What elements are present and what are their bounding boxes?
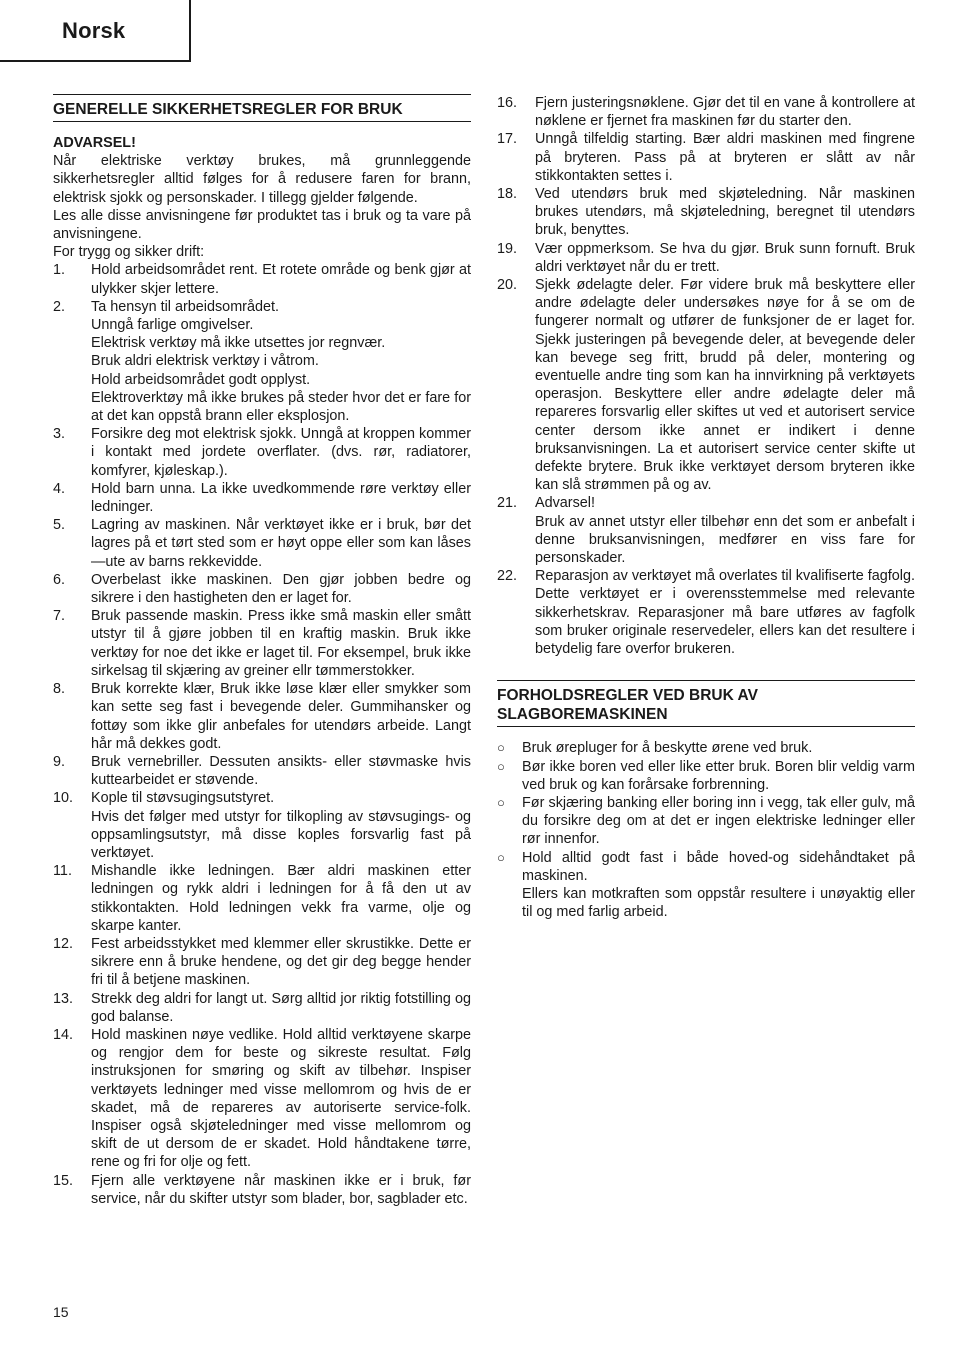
list-item [497, 494, 915, 567]
list-item-number: 20. [497, 277, 518, 294]
list-item [53, 298, 471, 425]
list-item-number: 16. [497, 95, 518, 111]
list-item-text: Vær oppmerksom. Se hva du gjør. Bruk sunn fornuft. Bruk aldri verktøyet når du er trett. [535, 240, 915, 275]
list-item-number: 1. [53, 262, 66, 279]
list-item [497, 185, 915, 240]
page-number: 15 [53, 1304, 69, 1320]
list-item-text: Unngå tilfeldig starting. Bær aldri maskinen med fingrene på bryteren. Pass på at bryteren er slått av når stikkontakten settes i. [535, 131, 915, 184]
precautions-list [497, 739, 915, 921]
list-item-number: 13. [53, 990, 74, 1007]
list-item-text: Mishandle ikke ledningen. Bær aldri maskinen etter ledningen og rykk aldri i ledningen for å få den ut av stikkontakten. Hold ledningen vekk fra varme, olje og skarpe kanter. [91, 863, 471, 934]
list-item [53, 753, 471, 789]
list-item-number: 9. [53, 753, 66, 770]
list-item-number: 21. [497, 495, 518, 512]
section-heading-hammer-drill: FORHOLDSREGLER VED BRUK AV SLAGBOREMASKINEN [497, 680, 915, 727]
list-item-number: 17. [497, 131, 518, 148]
list-item [53, 680, 471, 753]
list-item-text: Bruk passende maskin. Press ikke små maskin eller smått utstyr til å gjøre jobben til en kraftig maskin. Bruk ikke verktøy for noe det ikke er laget til. For eksempel, bruk ikke sirkelsag til skjæring av greiner ellr tømmerstokker. [91, 608, 471, 679]
list-item-text: Kople til støvsugingsutstyret. Hvis det følger med utstyr for tilkopling av støvsugings- og oppsamlingsutstyr, må disse koples forsvarlig fast på verktøyet. [91, 790, 471, 861]
list-item [497, 567, 915, 658]
list-item-text: Ta hensyn til arbeidsområdet. Unngå farlige omgivelser. Elektrisk verktøy må ikke utsettes jor regnvær. Bruk aldri elektrisk verktøy i våtrom. Hold arbeidsområdet godt opplyst. Elektroverktøy må ikke brukes på steder hvor det er fare for at det kan oppstå brann eller eksplosjon. [91, 298, 471, 425]
list-item-text: Hold maskinen nøye vedlike. Hold alltid verktøyene skarpe og rengjor dem for beste og sikreste resultat. Følg instruksjonen for smøring og skift av tilbehør. Inspiser verktøyets ledninger med visse mellomrom og hvis de er skadet, må de repareres av autoriserte service-folk. Inspiser også skjøteledninger med visse mellomrom og skift de ut dersom de er skadet. Hold håndtakene tørre, rene og fri for olje og fett. [91, 1026, 471, 1171]
list-item-number: 5. [53, 517, 66, 534]
circle-bullet-icon: ○ [497, 849, 505, 865]
warning-title: ADVARSEL! [53, 135, 136, 151]
list-item [53, 1172, 471, 1208]
list-item-text: Hold barn unna. La ikke uvedkommende røre verktøy eller ledninger. [91, 480, 471, 516]
list-item-number: 2. [53, 298, 66, 315]
precaution-text: Bruk ørepluger for å beskytte ørene ved bruk. [522, 740, 813, 757]
list-item [53, 990, 471, 1026]
list-item-text: Fjern alle verktøyene når maskinen ikke er i bruk, før service, når du skifter utstyr som blader, bor, sagblader etc. [91, 1172, 471, 1207]
safety-rules-list-continued [497, 94, 915, 658]
list-item-text: Hold arbeidsområdet rent. Et rotete område og benk gjør at ulykker skjer lettere. [91, 262, 471, 297]
list-item-text: Bruk korrekte klær, Bruk ikke løse klær eller smykker som kan sette seg fast i bevegende deler. Gummihansker og fottøy som ikke glir anbefales for utendørs arbeide. Langt hår må dekkes godt. [91, 681, 471, 752]
list-item-number: 6. [53, 571, 66, 588]
safety-rules-list [53, 261, 471, 1208]
list-item-text: Fjern justeringsnøklene. Gjør det til en vane å kontrollere at nøklene er fjernet fra maskinen før du starter den. [535, 95, 915, 130]
list-item-number: 3. [53, 426, 66, 443]
precaution-item [497, 849, 915, 922]
precaution-item [497, 758, 915, 794]
list-item [53, 425, 471, 480]
circle-bullet-icon: ○ [497, 758, 505, 774]
list-item-text: Bruk vernebriller. Dessuten ansikts- eller støvmaske hvis kuttearbeidet er støvende. [91, 753, 471, 789]
language-tab [0, 0, 191, 62]
list-item-number: 10. [53, 790, 74, 807]
list-item [497, 94, 915, 130]
list-item [53, 261, 471, 297]
list-item-number: 15. [53, 1172, 74, 1189]
intro-paragraph-3: For trygg og sikker drift: [53, 244, 205, 261]
list-item [53, 571, 471, 607]
list-item [497, 276, 915, 494]
list-item [53, 607, 471, 680]
list-item-number: 12. [53, 935, 74, 952]
list-item [497, 240, 915, 276]
precaution-text: Bør ikke boren ved eller like etter bruk. Boren blir veldig varm ved bruk og kan forårsake forbrenning. [522, 758, 915, 793]
section-heading-general-safety: GENERELLE SIKKERHETSREGLER FOR BRUK [53, 94, 471, 122]
list-item [53, 789, 471, 862]
intro-paragraph-2: Les alle disse anvisningene før produktet tas i bruk og ta vare på anvisningene. [53, 207, 471, 243]
precaution-item [497, 794, 915, 849]
list-item-number: 14. [53, 1026, 74, 1043]
precaution-item [497, 739, 915, 757]
right-column [497, 94, 915, 921]
list-item [497, 130, 915, 185]
list-item [53, 516, 471, 571]
list-item-number: 18. [497, 186, 518, 203]
left-column [53, 94, 471, 1208]
circle-bullet-icon: ○ [497, 740, 505, 756]
list-item-number: 22. [497, 568, 518, 585]
precaution-text: Hold alltid godt fast i både hoved-og sidehåndtaket på maskinen. Ellers kan motkraften som oppstår resultere i unøyaktig eller til og med farlig arbeid. [522, 849, 915, 921]
list-item-text: Ved utendørs bruk med skjøteledning. Når maskinen brukes utendørs, må skjøteledning, beregnet til utendørs bruk, benyttes. [535, 186, 915, 239]
list-item-text: Forsikre deg mot elektrisk sjokk. Unngå at kroppen kommer i kontakt med jordete overflater. (dvs. rør, radiatorer, komfyrer, kjøleskap.). [91, 426, 471, 479]
list-item-text: Sjekk ødelagte deler. Før videre bruk må beskyttere eller andre ødelagte deler undersøkes nøye for å se om de fungerer normalt og utfører de funksjoner de er laget for. Sjekk justeringen på bevegende deler, at bevegende deler kan bevege seg fritt, brudd på deler, montering og eventuelle andre ting som kan ha innvirkning på verktøyets operasjon. Beskyttere eller andre ødelagte deler må repareres forsvarlig eller skiftes ut ved et autorisert service center dersom ikke annet er indikert i denne bruksanvisningen. La et autorisert service center skifte ut defekte brytere. Bruk ikke verktøyet dersom bryteren ikke kan slå strømmen på og av. [535, 277, 915, 494]
circle-bullet-icon: ○ [497, 794, 505, 810]
list-item-text: Lagring av maskinen. Når verktøyet ikke er i bruk, bør det lagres på et tørt sted som er høyt oppe eller som kan låses—ute av barns rekkevidde. [91, 517, 471, 570]
list-item [53, 1026, 471, 1172]
list-item-text: Overbelast ikke maskinen. Den gjør jobben bedre og sikrere i den hastigheten den er laget for. [91, 571, 471, 607]
list-item-text: Advarsel! Bruk av annet utstyr eller tilbehør enn det som er anbefalt i denne bruksanvisningen, medfører en viss fare for personskader. [535, 495, 915, 567]
intro-paragraph: Når elektriske verktøy brukes, må grunnleggende sikkerhetsregler alltid følges for å redusere faren for brann, elektrisk sjokk og personskader. I tillegg gjelder følgende. [53, 153, 471, 206]
list-item [53, 935, 471, 990]
list-item [53, 862, 471, 935]
list-item-number: 4. [53, 480, 66, 497]
list-item-number: 11. [53, 863, 72, 880]
list-item-text: Fest arbeidsstykket med klemmer eller skrustikke. Dette er sikrere enn å bruke hendene, og det gir deg begge hender fri til å betjene maskinen. [91, 935, 471, 989]
precaution-text: Før skjæring banking eller boring inn i vegg, tak eller gulv, må du forsikre deg om at det er ingen elektriske ledninger eller rør innenfor. [522, 794, 915, 848]
list-item-number: 19. [497, 240, 518, 257]
list-item-number: 8. [53, 681, 66, 698]
list-item-text: Strekk deg aldri for langt ut. Sørg alltid jor riktig fotstilling og god balanse. [91, 990, 471, 1025]
list-item [53, 480, 471, 516]
list-item-number: 7. [53, 608, 66, 625]
list-item-text: Reparasjon av verktøyet må overlates til kvalifiserte fagfolg. Dette verktøyet er i overensstemmelse med relevante sikkerhetskrav. Reparasjoner må bare utføres av fagfolk som bruker originale reservedeler, ellers kan det resultere i betydelig fare overfor brukeren. [535, 568, 915, 658]
language-label: Norsk [62, 18, 126, 43]
